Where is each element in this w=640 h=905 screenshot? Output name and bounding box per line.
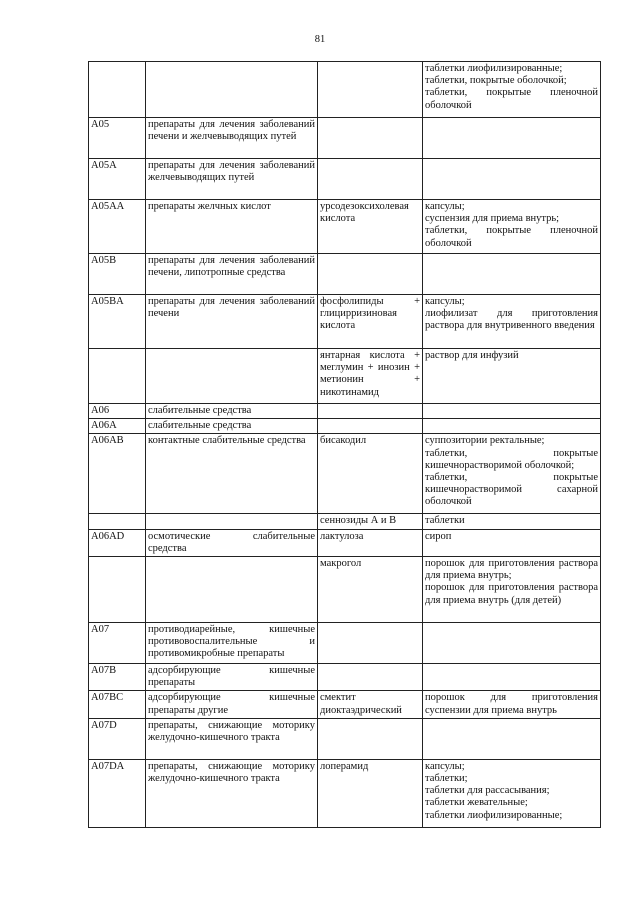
substance-cell — [318, 62, 423, 118]
dosage-forms-cell — [423, 557, 601, 623]
atc-code-cell — [89, 514, 146, 529]
substance-cell: лоперамид — [318, 759, 423, 827]
atc-code-cell — [89, 62, 146, 118]
atc-table-body — [89, 62, 601, 828]
anatomic-group-cell — [146, 557, 318, 623]
atc-classification-table — [88, 61, 601, 828]
dosage-forms-cell — [423, 759, 601, 827]
substance-cell — [318, 254, 423, 295]
anatomic-group-cell: препараты желчных кислот — [146, 200, 318, 254]
table-row — [89, 514, 601, 529]
table-row — [89, 664, 601, 691]
anatomic-group-cell: слабительные средства — [146, 404, 318, 419]
table-row — [89, 118, 601, 159]
dosage-form-line: порошок для приготовления раствора для приема внутрь (для детей) — [425, 582, 598, 606]
anatomic-group-cell: препараты, снижающие моторику желудочно-кишечного тракта — [146, 759, 318, 827]
substance-cell — [318, 118, 423, 159]
dosage-forms-cell — [423, 623, 601, 664]
dosage-forms-cell — [423, 404, 601, 419]
dosage-form-line: таблетки жевательные; — [425, 797, 528, 809]
dosage-forms-cell — [423, 200, 601, 254]
table-row — [89, 529, 601, 556]
dosage-forms-cell — [423, 349, 601, 404]
atc-code-cell — [89, 349, 146, 404]
substance-cell — [318, 623, 423, 664]
dosage-forms-cell — [423, 62, 601, 118]
anatomic-group-cell — [146, 514, 318, 529]
atc-code-cell: A05AA — [89, 200, 146, 254]
dosage-form-line: порошок для приготовления раствора для приема внутрь; — [425, 558, 598, 582]
atc-code-cell: A07BC — [89, 691, 146, 718]
dosage-form-line: суппозитории ректальные; — [425, 435, 545, 447]
dosage-forms-cell — [423, 159, 601, 200]
table-row — [89, 434, 601, 514]
table-row — [89, 349, 601, 404]
dosage-forms-cell — [423, 718, 601, 759]
atc-code-cell: A05A — [89, 159, 146, 200]
dosage-forms-cell — [423, 118, 601, 159]
atc-code-cell: A07 — [89, 623, 146, 664]
substance-cell — [318, 718, 423, 759]
dosage-form-line: таблетки, покрытые кишечнорастворимой оболочкой; — [425, 447, 598, 471]
table-row — [89, 419, 601, 434]
substance-cell — [318, 159, 423, 200]
table-row — [89, 295, 601, 349]
dosage-form-line: таблетки — [425, 515, 465, 527]
dosage-forms-cell — [423, 691, 601, 718]
anatomic-group-cell: препараты, снижающие моторику желудочно-кишечного тракта — [146, 718, 318, 759]
table-row — [89, 557, 601, 623]
anatomic-group-cell: препараты для лечения заболеваний печени — [146, 295, 318, 349]
dosage-forms-cell — [423, 254, 601, 295]
table-row — [89, 718, 601, 759]
substance-cell: лактулоза — [318, 529, 423, 556]
dosage-form-line: таблетки, покрытые оболочкой; — [425, 75, 567, 87]
anatomic-group-cell: слабительные средства — [146, 419, 318, 434]
table-row — [89, 62, 601, 118]
dosage-form-line: таблетки для рассасывания; — [425, 785, 550, 797]
dosage-form-line: капсулы; — [425, 201, 465, 212]
substance-cell — [318, 419, 423, 434]
dosage-form-line: таблетки, покрытые пленочной оболочкой — [425, 225, 598, 249]
substance-cell: смектит диоктаэдрический — [318, 691, 423, 718]
atc-code-cell: A06AD — [89, 529, 146, 556]
atc-code-cell: A06AB — [89, 434, 146, 514]
table-row — [89, 691, 601, 718]
dosage-form-line: таблетки, покрытые пленочной оболочкой — [425, 87, 598, 111]
dosage-forms-cell — [423, 295, 601, 349]
atc-code-cell — [89, 557, 146, 623]
table-row — [89, 159, 601, 200]
dosage-forms-cell — [423, 434, 601, 514]
table-row — [89, 200, 601, 254]
dosage-forms-cell — [423, 664, 601, 691]
substance-cell — [318, 404, 423, 419]
page-number: 81 — [314, 34, 326, 45]
table-row — [89, 623, 601, 664]
atc-code-cell: A06 — [89, 404, 146, 419]
table-row — [89, 759, 601, 827]
substance-cell: сеннозиды А и В — [318, 514, 423, 529]
dosage-form-line: раствор для инфузий — [425, 350, 519, 361]
dosage-form-line: суспензия для приема внутрь; — [425, 213, 560, 225]
table-row — [89, 254, 601, 295]
anatomic-group-cell: адсорбирующие кишечные препараты другие — [146, 691, 318, 718]
dosage-forms-cell — [423, 514, 601, 529]
dosage-form-line: таблетки, покрытые кишечнорастворимой сахарной оболочкой — [425, 472, 598, 508]
anatomic-group-cell — [146, 62, 318, 118]
atc-code-cell: A05 — [89, 118, 146, 159]
substance-cell: фосфолипиды + глицирризиновая кислота — [318, 295, 423, 349]
atc-code-cell: A07D — [89, 718, 146, 759]
dosage-form-line: лиофилизат для приготовления раствора для внутривенного введения — [425, 308, 598, 332]
anatomic-group-cell: осмотические слабительные средства — [146, 529, 318, 556]
dosage-forms-cell — [423, 529, 601, 556]
dosage-form-line: капсулы; — [425, 760, 465, 772]
atc-code-cell: A05BA — [89, 295, 146, 349]
dosage-forms-cell — [423, 419, 601, 434]
substance-cell: бисакодил — [318, 434, 423, 514]
atc-code-cell: A05B — [89, 254, 146, 295]
atc-code-cell: A06A — [89, 419, 146, 434]
substance-cell: урсодезоксихолевая кислота — [318, 200, 423, 254]
anatomic-group-cell: противодиарейные, кишечные противовоспалительные и противомикробные препараты — [146, 623, 318, 664]
substance-cell: макрогол — [318, 557, 423, 623]
dosage-form-line: порошок для приготовления суспензии для приема внутрь — [425, 692, 598, 716]
atc-code-cell: A07DA — [89, 759, 146, 827]
anatomic-group-cell: контактные слабительные средства — [146, 434, 318, 514]
dosage-form-line: таблетки лиофилизированные; — [425, 809, 563, 821]
dosage-form-line: таблетки лиофилизированные; — [425, 63, 563, 74]
table-row — [89, 404, 601, 419]
anatomic-group-cell: препараты для лечения заболеваний печени и желчевыводящих путей — [146, 118, 318, 159]
dosage-form-line: капсулы; — [425, 296, 465, 307]
substance-cell: янтарная кислота + меглумин + инозин + метионин + никотинамид — [318, 349, 423, 404]
anatomic-group-cell: препараты для лечения заболеваний желчевыводящих путей — [146, 159, 318, 200]
substance-cell — [318, 664, 423, 691]
dosage-form-line: сироп — [425, 530, 452, 542]
dosage-form-line: таблетки; — [425, 773, 468, 785]
anatomic-group-cell — [146, 349, 318, 404]
atc-code-cell: A07B — [89, 664, 146, 691]
anatomic-group-cell: препараты для лечения заболеваний печени, липотропные средства — [146, 254, 318, 295]
anatomic-group-cell: адсорбирующие кишечные препараты — [146, 664, 318, 691]
